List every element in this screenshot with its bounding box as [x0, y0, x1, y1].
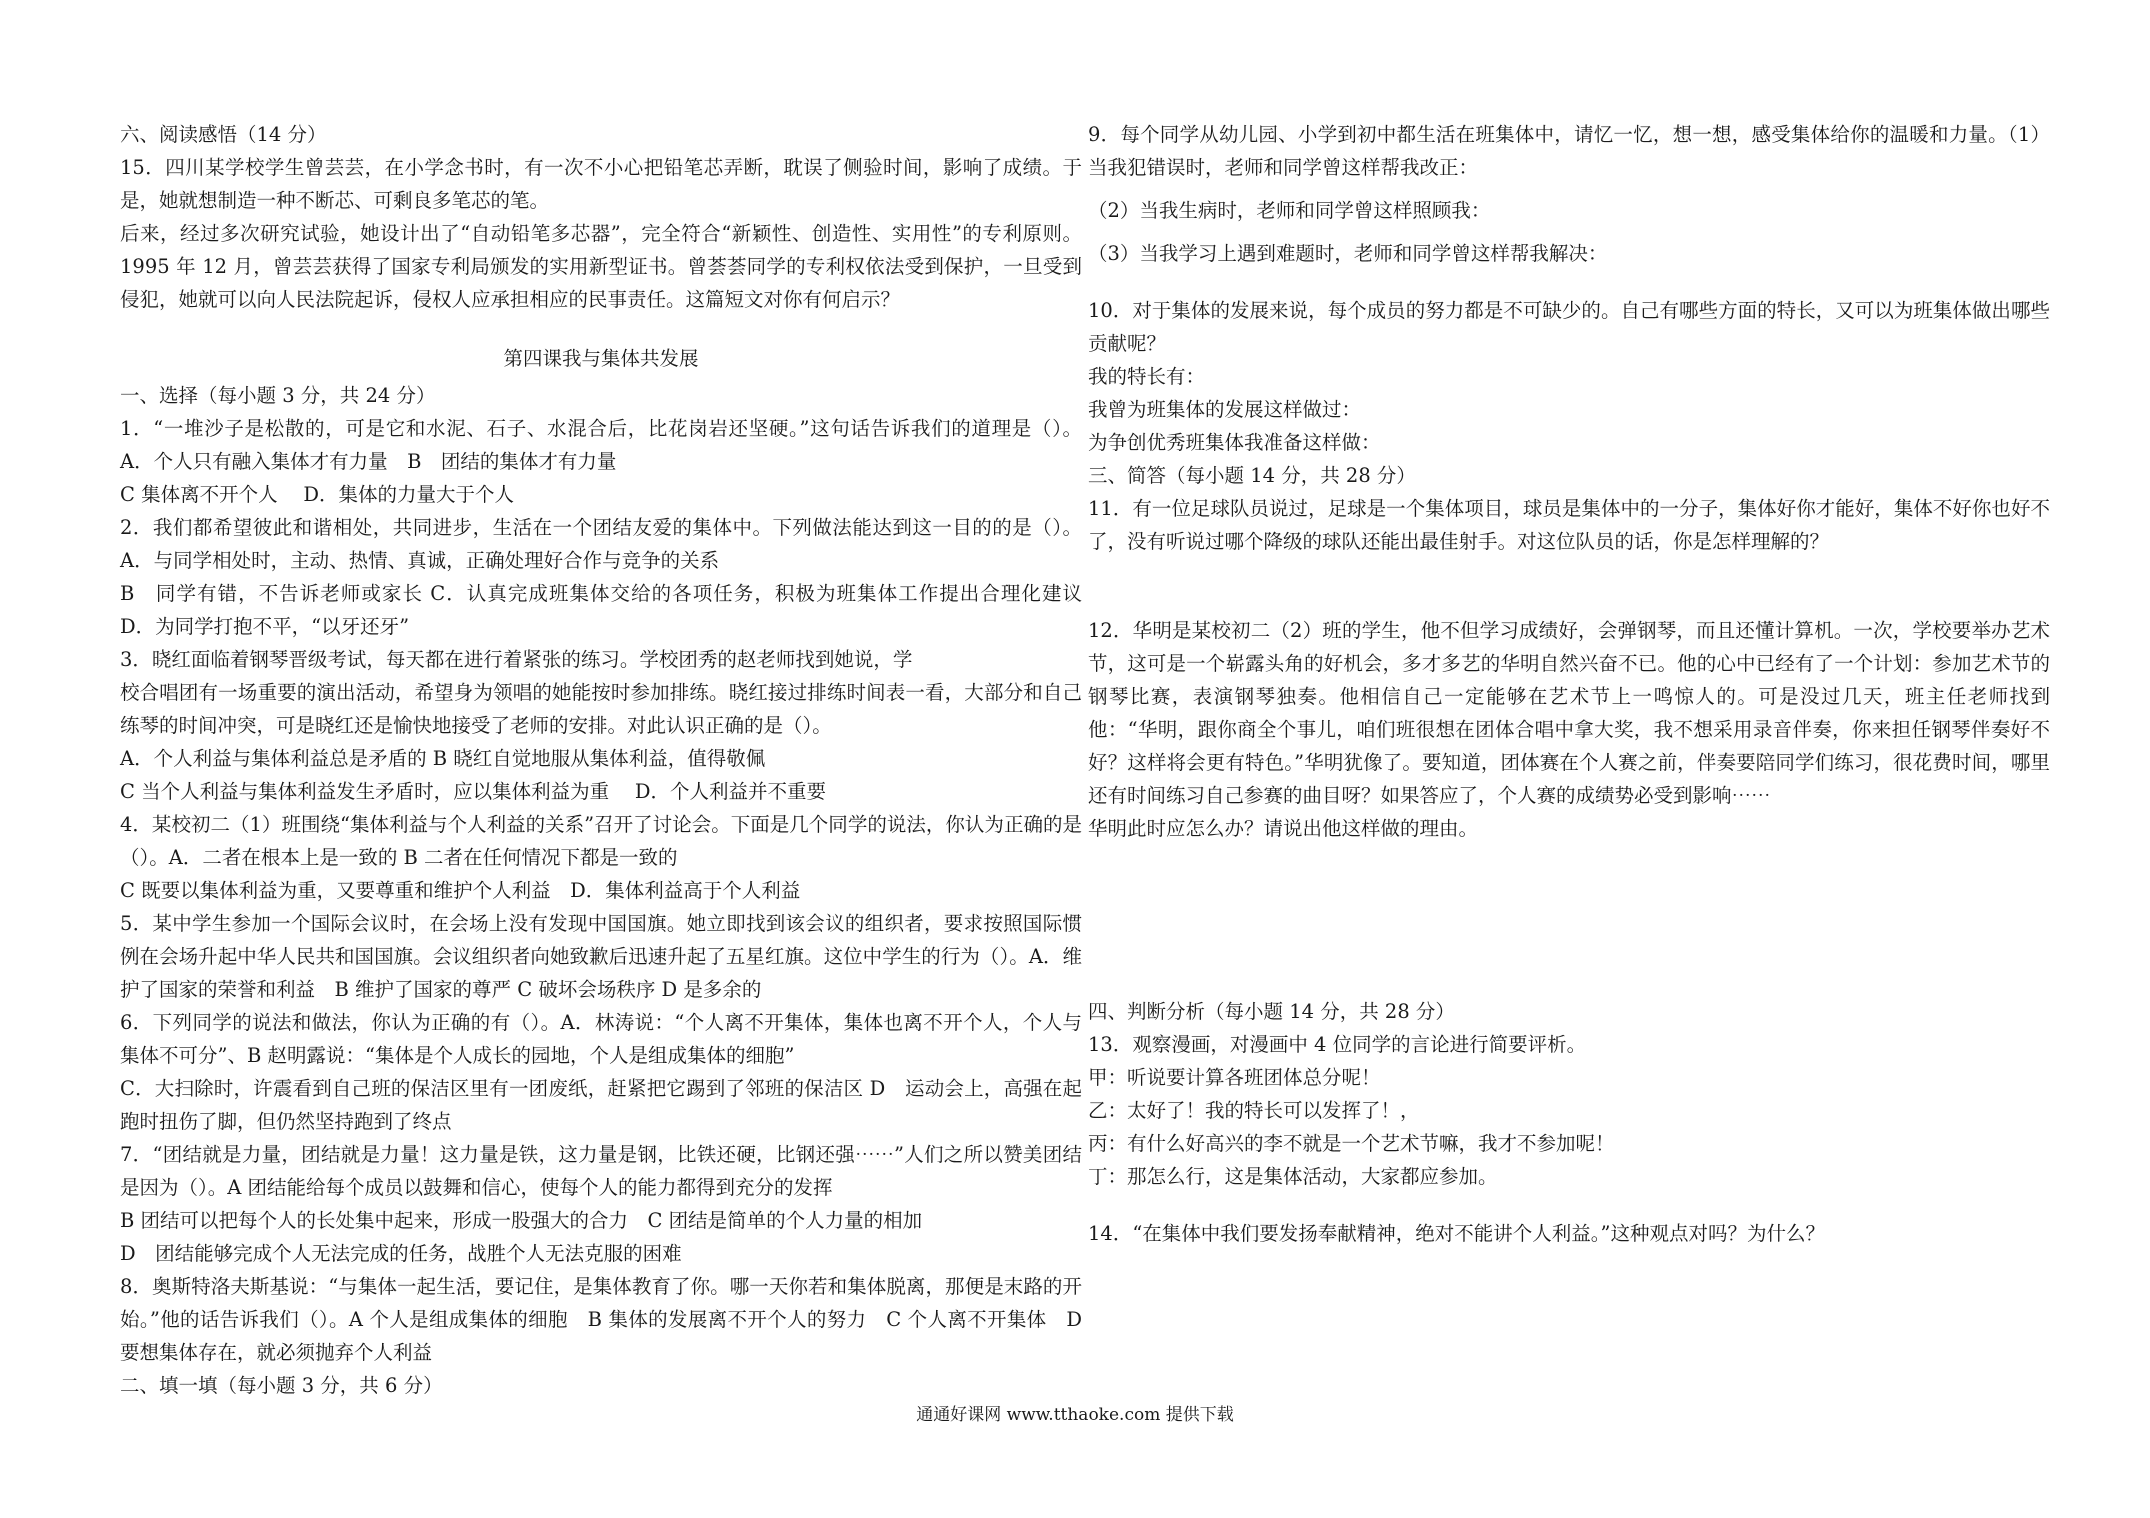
question-1-options: C 集体离不开个人 D．集体的力量大于个人 — [120, 483, 514, 506]
section-3-heading: 三、简答（每小题 14 分，共 28 分） — [1088, 464, 1416, 487]
question-3-options-2: C 当个人利益与集体利益发生矛盾时，应以集体利益为重 D．个人利益并不重要 — [120, 780, 826, 803]
question-7-stem: 7．“团结就是力量，团结就是力量！这力量是铁，这力量是钢，比铁还硬，比钢还强⋯⋯”人们之所以赞美团结是因为（）。A 团结能给每个成员以鼓舞和信心，使每个人的能力都得到充分的发挥 — [120, 1143, 1082, 1199]
question-12-ask: 华明此时应怎么办？请说出他这样做的理由。 — [1088, 817, 1479, 840]
question-8: 8．奥斯特洛夫斯基说：“与集体一起生活，要记住，是集体教育了你。哪一天你若和集体脱离，那便是末路的开始。”他的话告诉我们（）。A 个人是组成集体的细胞 B 集体的发展离不开个人的努力 C 个人离不开集体 D 要想集体存在，就必须抛弃个人利益 — [120, 1275, 1082, 1364]
section-1-heading: 一、选择（每小题 3 分，共 24 分） — [120, 384, 436, 407]
question-9-part-3: （3）当我学习上遇到难题时，老师和同学曾这样帮我解决： — [1088, 242, 1608, 265]
question-10-stem: 10．对于集体的发展来说，每个成员的努力都是不可缺少的。自己有哪些方面的特长，又可以为班集体做出哪些贡献呢？ — [1088, 299, 2050, 355]
question-6-options: C．大扫除时，许震看到自己班的保洁区里有一团废纸，赶紧把它踢到了邻班的保洁区 D 运动会上，高强在起跑时扭伤了脚，但仍然坚持跑到了终点 — [120, 1077, 1082, 1133]
question-3-stem-2: 校合唱团有一场重要的演出活动，希望身为领唱的她能按时参加排练。晓红接过排练时间表一看，大部分和自己练琴的时间冲突，可是晓红还是愉快地接受了老师的安排。对此认识正确的是（）。 — [120, 681, 1082, 737]
question-4-options: C 既要以集体利益为重，又要尊重和维护个人利益 D．集体利益高于个人利益 — [120, 879, 801, 902]
section-2-heading: 二、填一填（每小题 3 分，共 6 分） — [120, 1374, 443, 1397]
question-3-stem-1: 3．晓红面临着钢琴晋级考试，每天都在进行着紧张的练习。学校团秀的赵老师找到她说，学 — [120, 648, 913, 671]
question-5: 5．某中学生参加一个国际会议时，在会场上没有发现中国国旗。她立即找到该会议的组织者，要求按照国际惯例在会场升起中华人民共和国国旗。会议组织者向她致歉后迅速升起了五星红旗。这位中学生的行为（）。A．维护了国家的荣誉和利益 B 维护了国家的尊严 C 破坏会场秩序 D 是多余的 — [120, 912, 1082, 1001]
question-9-stem: 9．每个同学从幼儿园、小学到初中都生活在班集体中，请忆一忆，想一想，感受集体给你的温暖和力量。（1）当我犯错误时，老师和同学曾这样帮我改正： — [1088, 123, 2050, 179]
question-2-options: B 同学有错，不告诉老师或家长 C．认真完成班集体交给的各项任务，积极为班集体工作提出合理化建议 D．为同学打抱不平，“以牙还牙” — [120, 582, 1102, 638]
question-15-para-2: 后来，经过多次研究试验，她设计出了“自动铅笔多芯器”，完全符合“新颖性、创造性、实用性”的专利原则。1995 年 12 月，曾芸芸获得了国家专利局颁发的实用新型证书。曾荟荟同学的专利权依法受到保护，一旦受到侵犯，她就可以向人民法院起诉，侵权人应承担相应的民事责任。这篇短文对你有何启示？ — [120, 222, 1082, 311]
question-13-stem: 13．观察漫画，对漫画中 4 位同学的言论进行简要评析。 — [1088, 1033, 1587, 1056]
left-column — [120, 118, 1102, 1402]
question-9-part-2: （2）当我生病时，老师和同学曾这样照顾我： — [1088, 199, 1491, 222]
section-4-heading: 四、判断分析（每小题 14 分，共 28 分） — [1088, 1000, 1455, 1023]
question-7-options-1: B 团结可以把每个人的长处集中起来，形成一股强大的合力 C 团结是简单的个人力量的相加 — [120, 1209, 923, 1232]
question-2-stem: 2．我们都希望彼此和谐相处，共同进步，生活在一个团结友爱的集体中。下列做法能达到这一目的的是（）。A．与同学相处时，主动、热情、真诚，正确处理好合作与竞争的关系 — [120, 516, 1082, 572]
question-3-options-1: A．个人利益与集体利益总是矛盾的 B 晓红自觉地服从集体利益，值得敬佩 — [120, 747, 766, 770]
question-4-stem: 4．某校初二（1）班围绕“集体利益与个人利益的关系”召开了讨论会。下面是几个同学的说法，你认为正确的是（）。A．二者在根本上是一致的 B 二者在任何情况下都是一致的 — [120, 813, 1082, 869]
question-10-line-3: 为争创优秀班集体我准备这样做： — [1088, 431, 1381, 454]
question-13-speaker-a: 甲：听说要计算各班团体总分呢！ — [1088, 1066, 1381, 1089]
question-10-line-2: 我曾为班集体的发展这样做过： — [1088, 398, 1362, 421]
lesson-title: 第四课我与集体共发展 — [503, 347, 699, 370]
question-13-speaker-b: 乙：太好了！我的特长可以发挥了！， — [1088, 1099, 1420, 1122]
right-column — [1088, 118, 2050, 1250]
question-1-stem: 1．“一堆沙子是松散的，可是它和水泥、石子、水混合后，比花岗岩还坚硬。”这句话告诉我们的道理是（）。A．个人只有融入集体才有力量 B 团结的集体才有力量 — [120, 417, 1082, 473]
page-footer: 通通好课网 www.tthaoke.com 提供下载 — [916, 1405, 1234, 1425]
question-15-para-1: 15．四川某学校学生曾芸芸，在小学念书时，有一次不小心把铅笔芯弄断，耽误了侧验时间，影响了成绩。于是，她就想制造一种不断芯、可剩良多笔芯的笔。 — [120, 156, 1082, 212]
question-7-options-2: D 团结能够完成个人无法完成的任务，战胜个人无法克服的困难 — [120, 1242, 682, 1265]
question-13-speaker-d: 丁：那怎么行，这是集体活动，大家都应参加。 — [1088, 1165, 1498, 1188]
question-14: 14．“在集体中我们要发扬奉献精神，绝对不能讲个人利益。”这种观点对吗？为什么？ — [1088, 1222, 1826, 1245]
question-6-stem: 6．下列同学的说法和做法，你认为正确的有（）。A．林涛说：“个人离不开集体，集体也离不开个人，个人与集体不可分”、B 赵明露说：“集体是个人成长的园地，个人是组成集体的细胞” — [120, 1011, 1082, 1067]
question-10-line-1: 我的特长有： — [1088, 365, 1206, 388]
section-6-heading: 六、阅读感悟（14 分） — [120, 123, 327, 146]
question-13-speaker-c: 丙：有什么好高兴的李不就是一个艺术节嘛，我才不参加呢！ — [1088, 1132, 1615, 1155]
question-12-stem: 12．华明是某校初二（2）班的学生，他不但学习成绩好，会弹钢琴，而且还懂计算机。一次，学校要举办艺术节，这可是一个崭露头角的好机会，多才多艺的华明自然兴奋不已。他的心中已经有了一个计划：参加艺术节的钢琴比赛，表演钢琴独奏。他相信自己一定能够在艺术节上一鸣惊人的。可是没过几天，班主任老师找到他：“华明，跟你商全个事儿，咱们班很想在团体合唱中拿大奖，我不想采用录音伴奏，你来担任钢琴伴奏好不好？这样将会更有特色。”华明犹像了。要知道，团体赛在个人赛之前，伴奏要陪同学们练习，很花费时间，哪里还有时间练习自己参赛的曲目呀？如果答应了，个人赛的成绩势必受到影响⋯⋯ — [1088, 619, 2050, 807]
question-11: 11．有一位足球队员说过，足球是一个集体项目，球员是集体中的一分子，集体好你才能好，集体不好你也好不了，没有听说过哪个降级的球队还能出最佳射手。对这位队员的话，你是怎样理解的？ — [1088, 497, 2050, 553]
